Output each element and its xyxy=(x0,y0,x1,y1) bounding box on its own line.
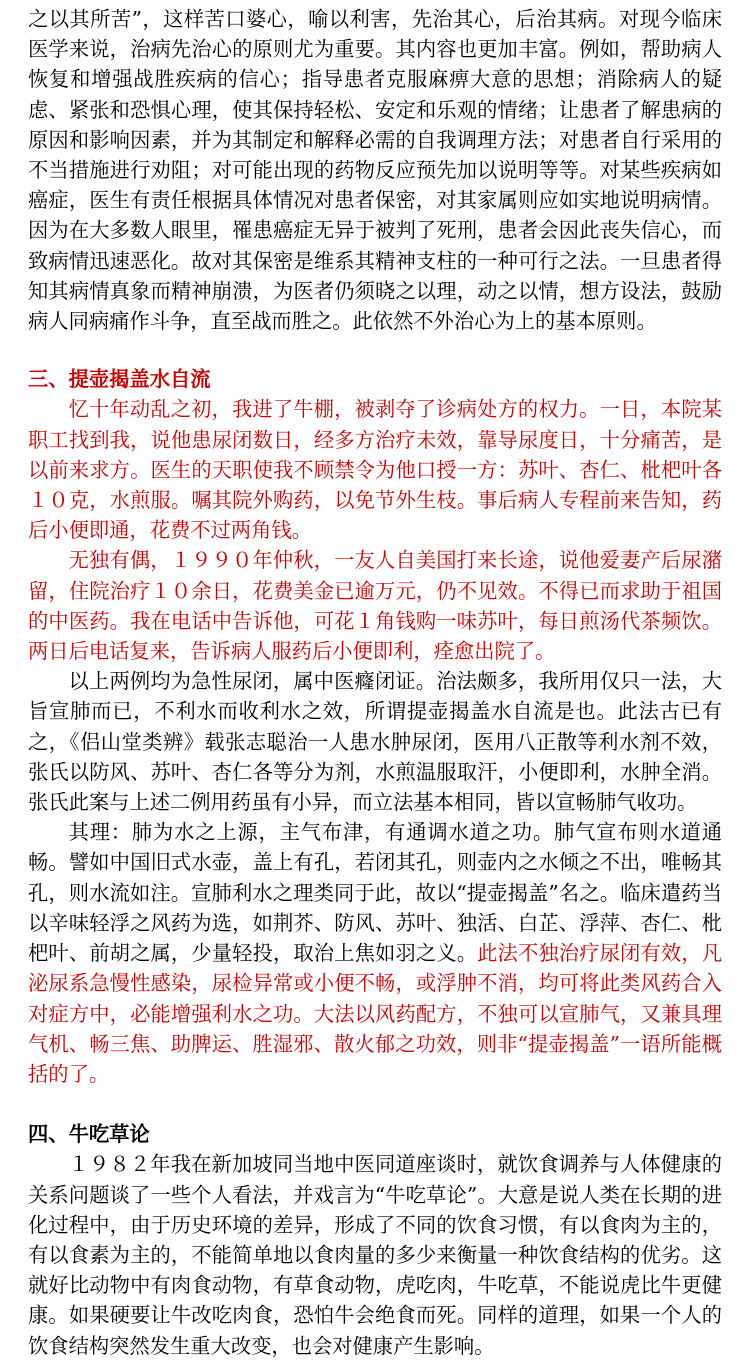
section-3-paragraph-3: 以上两例均为急性尿闭，属中医癃闭证。治法颇多，我所用仅只一法，大旨宣肺而已，不利水而收利水之效，所谓提壶揭盖水自流是也。此法古已有之，《侣山堂类辨》载张志聪治一人患水肿尿闭，医用八正散等利水剂不效，张氏以防风、苏叶、杏仁各等分为剂，水煎温服取汗，小便即利，水肿全消。张氏此案与上述二例用药虽有小异，而立法基本相同，皆以宣畅肺气收功。 xyxy=(28,669,722,815)
section-3-paragraph-4-text: 其理：肺为水之上源，主气布津，有通调水道之功。肺气宣布则水道通畅。譬如中国旧式水壶，盖上有孔，若闭其孔，则壶内之水倾之不出，唯畅其孔，则水流如注。宣肺利水之理类同于此，故以“提壶揭盖”名之。临床遣药当以辛味轻浮之风药为选，如荆芥、防风、苏叶、独活、白芷、浮萍、杏仁、枇杷叶、前胡之属，少量轻投，取治上焦如羽之义。 xyxy=(28,820,722,966)
section-spacer xyxy=(28,1089,722,1119)
section-3-paragraph-1: 忆十年动乱之初，我进了牛棚，被剥夺了诊病处方的权力。一日，本院某职工找到我，说他患尿闭数日，经多方治疗未效，靠导尿度日，十分痛苦，是以前来求方。医生的天职使我不顾禁令为他口授一方：苏叶、杏仁、枇杷叶各１０克，水煎服。嘱其院外购药，以免节外生枝。事后病人专程前来告知，药后小便即通，花费不过两角钱。 xyxy=(28,397,722,543)
section-3-paragraph-2: 无独有偶，１９９０年仲秋，一友人自美国打来长途，说他爱妻产后尿潴留，住院治疗１０余日，花费美金已逾万元，仍不见效。不得已而求助于祖国的中医药。我在电话中告诉他，可花１角钱购一味苏叶，每日煎汤代茶频饮。两日后电话复来，告诉病人服药后小便即利，痊愈出院了。 xyxy=(28,548,722,664)
section-3-paragraph-4 xyxy=(28,817,722,1089)
section-4-paragraph-1: １９８２年我在新加坡同当地中医同道座谈时，就饮食调养与人体健康的关系问题谈了一些个人看法，并戏言为“牛吃草论”。大意是说人类在长期的进化过程中，由于历史环境的差异，形成了不同的饮食习惯，有以食肉为主的，有以食素为主的，不能简单地以食肉量的多少来衡量一种饮食结构的优劣。这就好比动物中有肉食动物，有草食动物，虎吃肉，牛吃草，不能说虎比牛更健康。如果硬要让牛改吃肉食，恐怕牛会绝食而死。同样的道理，如果一个人的饮食结构突然发生重大改变，也会对健康产生影响。 xyxy=(28,1152,722,1358)
section-spacer xyxy=(28,336,722,364)
section-3-paragraph-4-highlight: 此法不独治疗尿闭有效，凡泌尿系急慢性感染，尿检异常或小便不畅，或浮肿不消，均可将此类风药合入对症方中，必能增强利水之功。大法以风药配方，不独可以宣肺气，又兼具理气机、畅三焦、助脾运、胜湿邪、散火郁之功效，则非“提壶揭盖”一语所能概括的了。 xyxy=(28,941,722,1086)
section-3-heading: 三、提壶揭盖水自流 xyxy=(28,367,211,392)
section-4-heading: 四、牛吃草论 xyxy=(28,1122,150,1147)
intro-paragraph: 之以其所苦”，这样苦口婆心，喻以利害，先治其心，后治其病。对现今临床医学来说，治病先治心的原则尤为重要。其内容也更加丰富。例如，帮助病人恢复和增强战胜疾病的信心；指导患者克服麻痹大意的思想；消除病人的疑虑、紧张和恐惧心理，使其保持轻松、安定和乐观的情绪；让患者了解患病的原因和影响因素，并为其制定和解释必需的自我调理方法；对患者自行采用的不当措施进行劝阻；对可能出现的药物反应预先加以说明等等。对某些疾病如癌症，医生有责任根据具体情况对患者保密，对其家属则应如实地说明病情。因为在大多数人眼里，罹患癌症无异于被判了死刑，患者会因此丧失信心，而致病情迅速恶化。故对其保密是维系其精神支柱的一种可行之法。一旦患者得知其病情真象而精神崩溃，为医者仍须晓之以理，动之以情，想方设法，鼓励病人同病痛作斗争，直至战而胜之。此依然不外治心为上的基本原则。 xyxy=(28,7,722,334)
